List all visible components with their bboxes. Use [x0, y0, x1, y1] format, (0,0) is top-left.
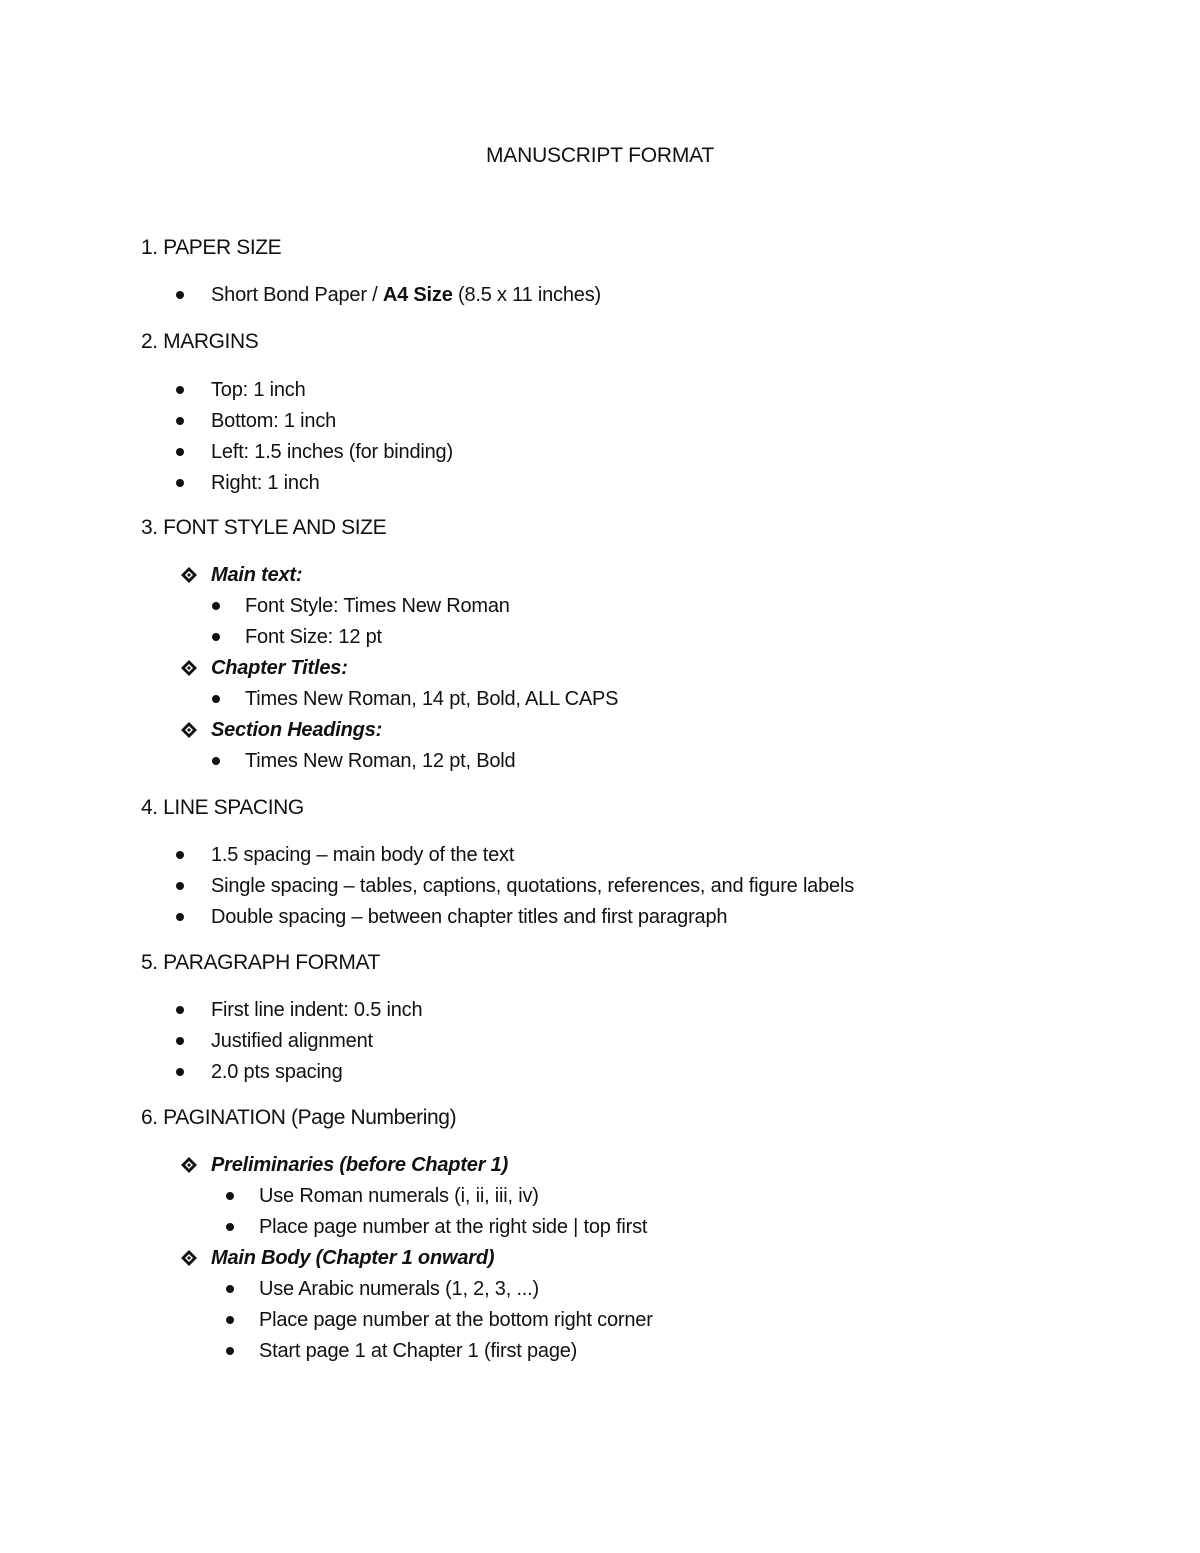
bullet-icon — [176, 851, 184, 859]
bullet-icon — [176, 417, 184, 425]
group-label-section-headings: Section Headings: — [211, 719, 383, 741]
list-item: Double spacing – between chapter titles and first paragraph — [211, 906, 728, 928]
bullet-icon — [212, 633, 220, 641]
group-label-preliminaries: Preliminaries (before Chapter 1) — [211, 1154, 509, 1176]
section-heading-paragraph-format: 5. PARAGRAPH FORMAT — [141, 951, 380, 974]
bullet-icon — [176, 448, 184, 456]
bullet-icon — [226, 1192, 234, 1200]
list-item: Left: 1.5 inches (for binding) — [211, 441, 453, 463]
list-item: Use Arabic numerals (1, 2, 3, ...) — [259, 1278, 539, 1300]
list-item-bold-text: A4 Size — [382, 284, 453, 306]
list-item-text: Short Bond Paper / — [211, 284, 383, 306]
bullet-icon — [176, 479, 184, 487]
list-item: 2.0 pts spacing — [211, 1061, 343, 1083]
list-item: Use Roman numerals (i, ii, iii, iv) — [259, 1185, 539, 1207]
list-item: Right: 1 inch — [211, 472, 320, 494]
diamond-bullet-icon — [180, 659, 198, 677]
bullet-icon — [212, 695, 220, 703]
list-item-text: (8.5 x 11 inches) — [452, 284, 601, 306]
diamond-bullet-icon — [180, 566, 198, 584]
bullet-icon — [226, 1316, 234, 1324]
bullet-icon — [176, 291, 184, 299]
group-label-main-text: Main text: — [211, 564, 303, 586]
bullet-icon — [176, 882, 184, 890]
list-item: Font Size: 12 pt — [245, 626, 382, 648]
bullet-icon — [226, 1347, 234, 1355]
bullet-icon — [226, 1285, 234, 1293]
list-item-paper-size — [211, 282, 601, 308]
list-item: Font Style: Times New Roman — [245, 595, 510, 617]
section-heading-paper-size: 1. PAPER SIZE — [141, 236, 282, 259]
section-heading-margins: 2. MARGINS — [141, 330, 259, 353]
section-heading-pagination: 6. PAGINATION (Page Numbering) — [141, 1106, 457, 1129]
list-item: Times New Roman, 14 pt, Bold, ALL CAPS — [245, 688, 619, 710]
section-heading-line-spacing: 4. LINE SPACING — [141, 796, 304, 819]
diamond-bullet-icon — [180, 721, 198, 739]
bullet-icon — [176, 1068, 184, 1076]
bullet-icon — [226, 1223, 234, 1231]
diamond-bullet-icon — [180, 1156, 198, 1174]
diamond-bullet-icon — [180, 1249, 198, 1267]
list-item: Single spacing – tables, captions, quotations, references, and figure labels — [211, 875, 854, 897]
list-item: Times New Roman, 12 pt, Bold — [245, 750, 516, 772]
list-item: Place page number at the right side | top first — [259, 1216, 648, 1238]
bullet-icon — [176, 1037, 184, 1045]
group-label-main-body: Main Body (Chapter 1 onward) — [211, 1247, 495, 1269]
list-item: Bottom: 1 inch — [211, 410, 337, 432]
bullet-icon — [176, 1006, 184, 1014]
group-label-chapter-titles: Chapter Titles: — [211, 657, 348, 679]
list-item: Start page 1 at Chapter 1 (first page) — [259, 1340, 578, 1362]
list-item: Place page number at the bottom right corner — [259, 1309, 653, 1331]
bullet-icon — [212, 757, 220, 765]
document-title: MANUSCRIPT FORMAT — [486, 144, 714, 167]
bullet-icon — [176, 913, 184, 921]
list-item: 1.5 spacing – main body of the text — [211, 844, 515, 866]
section-heading-font-style: 3. FONT STYLE AND SIZE — [141, 516, 387, 539]
list-item: Justified alignment — [211, 1030, 373, 1052]
list-item: First line indent: 0.5 inch — [211, 999, 423, 1021]
bullet-icon — [176, 386, 184, 394]
bullet-icon — [212, 602, 220, 610]
list-item: Top: 1 inch — [211, 379, 306, 401]
